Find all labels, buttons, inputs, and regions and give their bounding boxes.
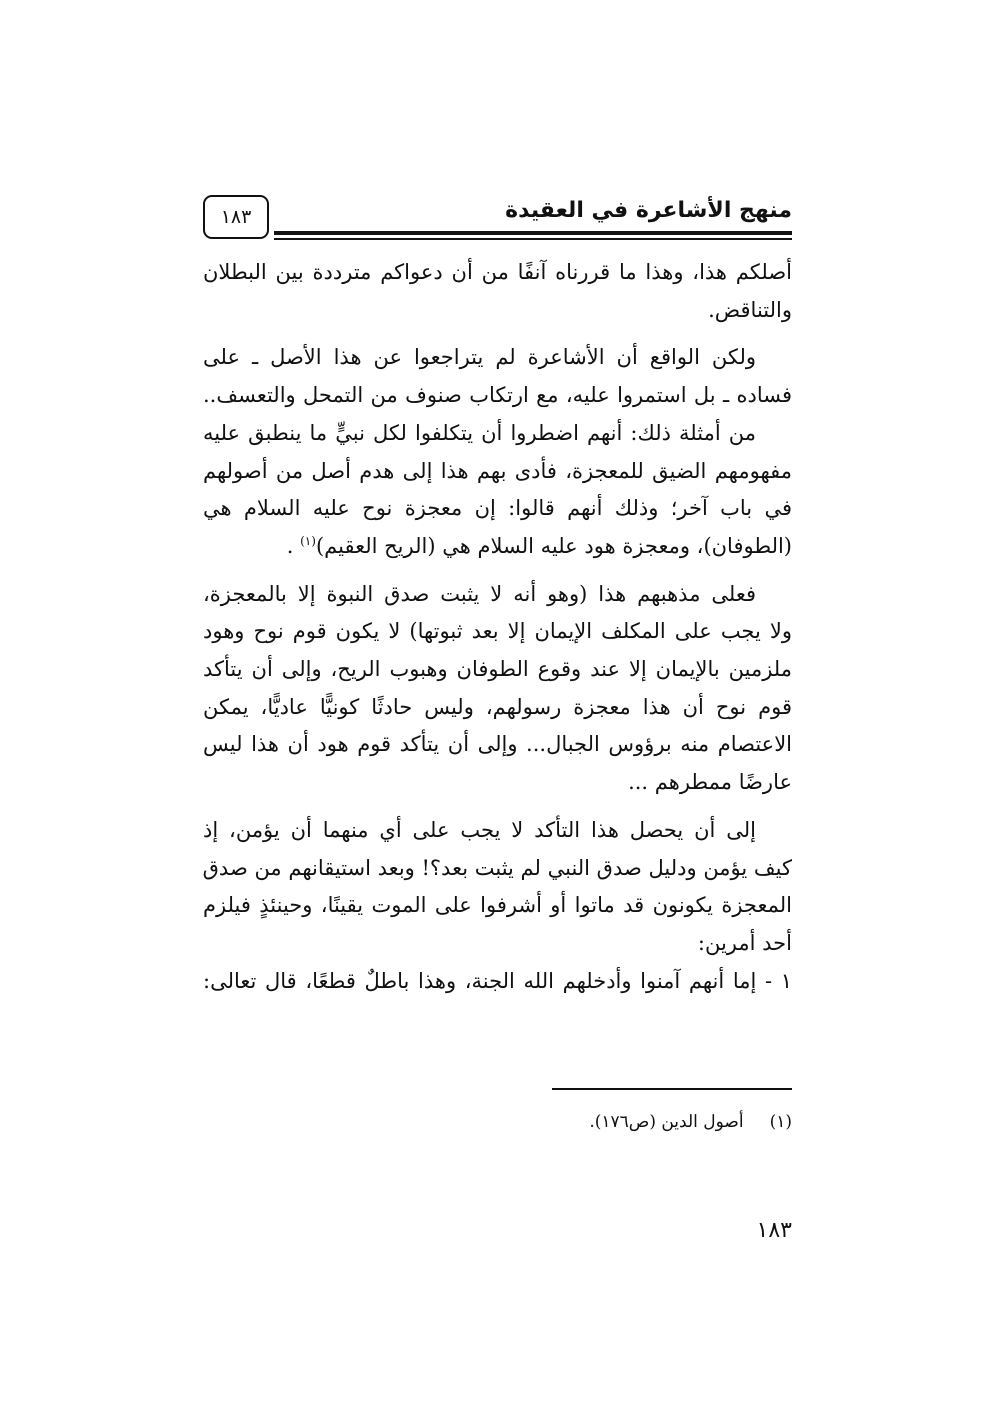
text-line: إلى أن يحصل هذا التأكد لا يجب على أي منهما أن يؤمن، إذ [203,817,756,842]
page-number: ١٨٣ [756,1218,792,1243]
text-line: فعلى مذهبهم هذا (وهو أنه لا يثبت صدق النبوة إلا بالمعجزة، [203,581,756,606]
paragraph-gap [203,566,792,576]
paragraph-gap [203,329,792,339]
text-line-with-footnote [203,528,792,566]
text-line: ولا يجب على المكلف الإيمان إلا بعد ثبوتها) لا يكون قوم نوح وهود [203,619,792,644]
text-line-content: (الطوفان)، ومعجزة هود عليه السلام هي (الريح العقيم) [315,533,792,558]
header-page-number-box: ١٨٣ [203,195,269,239]
header-rule-thick [274,231,792,235]
header-rule-thin [274,238,792,240]
footnote-text: أصول الدين (ص١٧٦). [589,1112,744,1132]
text-line: أحد أمرين: [697,930,792,955]
text-line: قوم نوح أن هذا معجزة رسولهم، وليس حادثًا كونيًّا عاديًّا، يمكن [203,694,792,719]
text-line: المعجزة يكونون قد ماتوا أو أشرفوا على الموت يقينًا، وحينئذٍ فيلزم [203,893,792,918]
paragraph-gap [203,802,792,812]
text-line: مفهومهم الضيق للمعجزة، فأدى بهم هذا إلى هدم أصل من أصولهم [203,458,792,483]
text-line: فساده ـ بل استمروا عليه، مع ارتكاب صنوف من التمحل والتعسف.. [203,383,792,408]
line-trailing-punct: . [286,533,294,558]
body-text [203,254,792,1000]
text-line: ولكن الواقع أن الأشاعرة لم يتراجعوا عن هذا الأصل ـ على [203,345,756,370]
text-line: من أمثلة ذلك: أنهم اضطروا أن يتكلفوا لكل نبيٍّ ما ينطبق عليه [203,420,756,445]
text-line: والتناقض. [708,297,792,322]
list-item-line: ١ - إما أنهم آمنوا وأدخلهم الله الجنة، وهذا باطلٌ قطعًا، قال تعالى: [203,968,792,993]
text-line: كيف يؤمن ودليل صدق النبي لم يثبت بعد؟! وبعد استيقانهم من صدق [203,855,792,880]
text-line: ملزمين بالإيمان إلا عند وقوع الطوفان وهبوب الريح، وإلى أن يتأكد [203,657,792,682]
footnote-separator [552,1088,792,1090]
text-line: عارضًا ممطرهم ... [628,770,792,795]
footnote-number: (١) [769,1112,792,1132]
running-header-title: منهج الأشاعرة في العقيدة [505,198,792,223]
text-line: في باب آخر؛ وذلك أنهم قالوا: إن معجزة نوح عليه السلام هي [203,496,792,521]
text-line: الاعتصام منه برؤوس الجبال... وإلى أن يتأكد قوم هود أن هذا ليس [203,732,792,757]
footnote-reference[interactable]: (١) [300,533,316,548]
text-line: أصلكم هذا، وهذا ما قررناه آنفًا من أن دعواكم مترددة بين البطلان [203,260,792,284]
footnote [589,1112,792,1132]
